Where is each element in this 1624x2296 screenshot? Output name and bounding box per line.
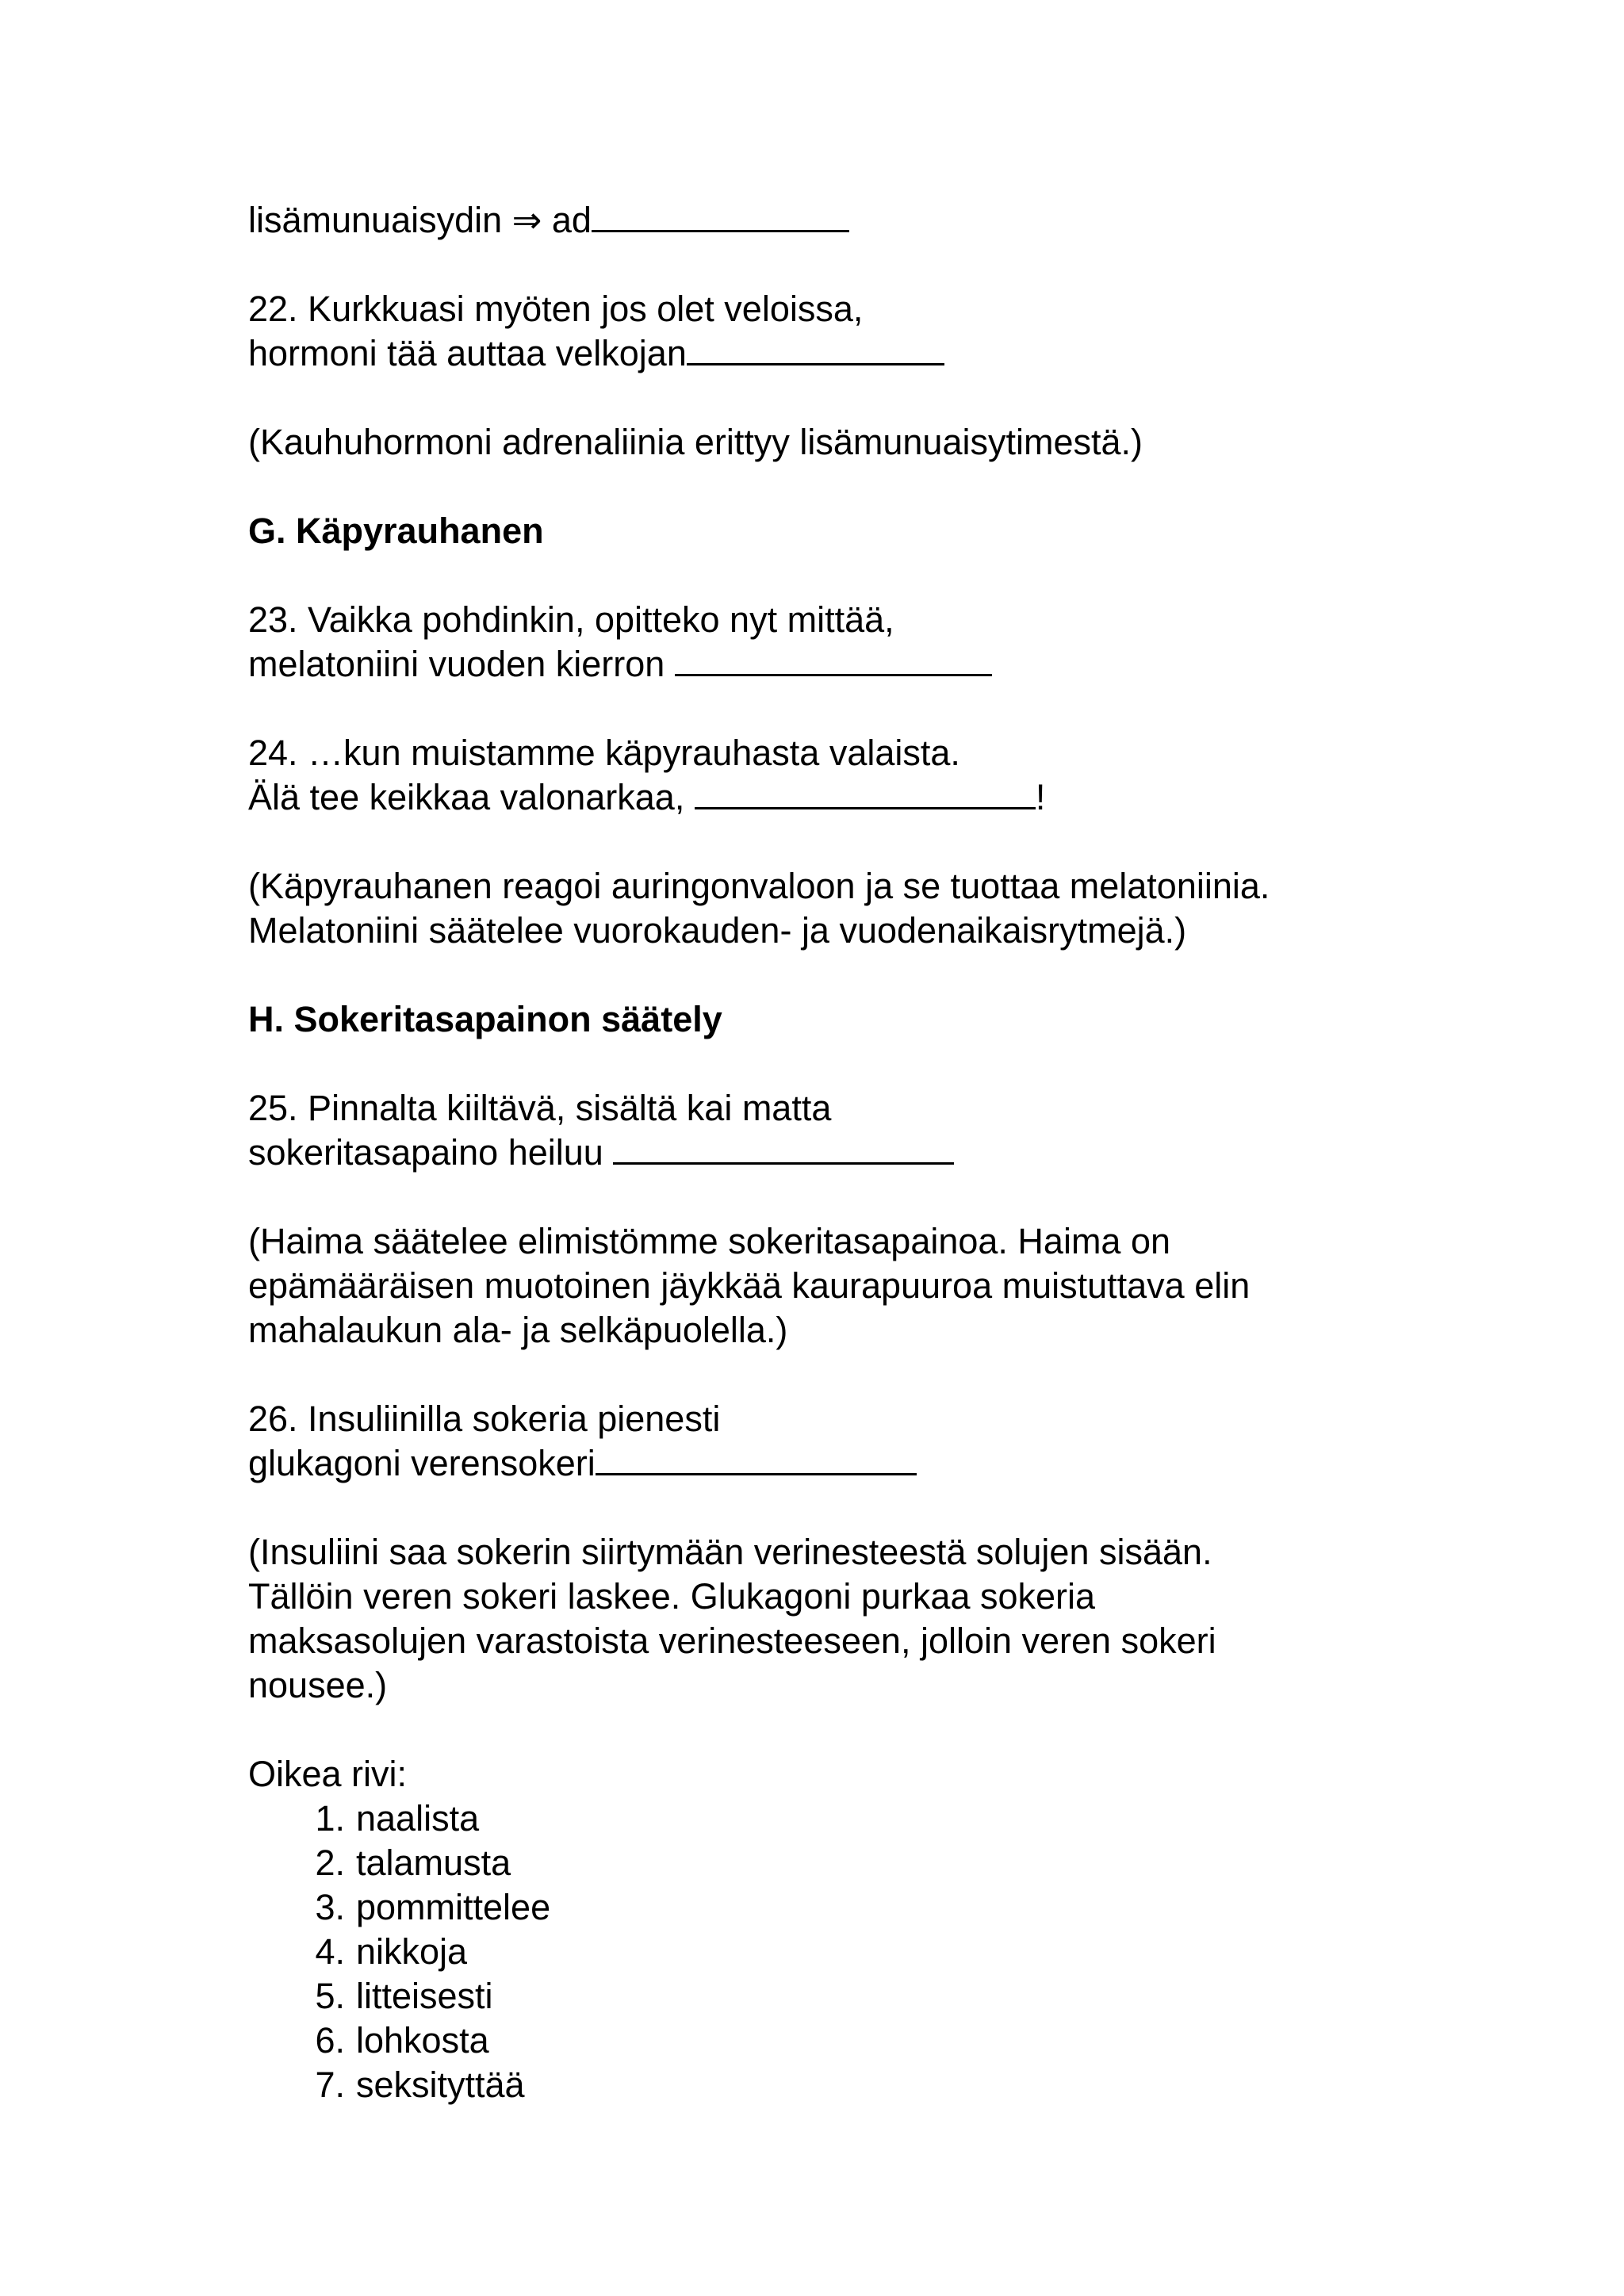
note-adrenaline: (Kauhuhormoni adrenaliinia erittyy lisämunuaisytimestä.) (248, 422, 1143, 462)
note-insulin-4: nousee.) (248, 1665, 388, 1705)
note-pineal-2: Melatoniini säätelee vuorokauden- ja vuodenaikaisrytmejä.) (248, 910, 1187, 951)
note-pineal-1: (Käpyrauhanen reagoi auringonvaloon ja se tuottaa melatoniinia. (248, 866, 1270, 906)
answers-list (248, 1797, 1422, 2107)
document-page (248, 198, 1422, 2107)
list-item: 7. seksityttää (315, 2064, 525, 2105)
question-25-line-1: 25. Pinnalta kiiltävä, sisältä kai matta (248, 1088, 832, 1128)
answers-title: Oikea rivi: (248, 1754, 408, 1794)
exclamation-mark: ! (1035, 777, 1046, 817)
adrenal-medulla-text: lisämunuaisydin ⇒ ad (248, 200, 592, 240)
question-25-line-2 (248, 1131, 1422, 1175)
blank-line (675, 642, 992, 676)
question-22-line-1: 22. Kurkkuasi myöten jos olet veloissa, (248, 289, 864, 329)
question-24-text: Älä tee keikkaa valonarkaa, (248, 777, 695, 817)
question-23-line-2 (248, 642, 1422, 687)
note-insulin-1: (Insuliini saa sokerin siirtymään verinesteestä solujen sisään. (248, 1532, 1212, 1572)
question-25-text: sokeritasapaino heiluu (248, 1132, 614, 1173)
heading-pineal: G. Käpyrauhanen (248, 511, 544, 551)
note-pancreas-3: mahalaukun ala- ja selkäpuolella.) (248, 1310, 788, 1350)
note-insulin-3: maksasolujen varastoista verinesteeseen, jolloin veren sokeri (248, 1621, 1216, 1661)
adrenal-medulla-line (248, 198, 1422, 243)
list-item: 6. lohkosta (315, 2020, 489, 2061)
list-item: 3. pommittelee (315, 1887, 551, 1927)
blank-line (592, 198, 849, 232)
list-item: 2. talamusta (315, 1843, 511, 1883)
list-item: 4. nikkoja (315, 1931, 468, 1972)
note-insulin-2: Tällöin veren sokeri laskee. Glukagoni purkaa sokeria (248, 1576, 1096, 1617)
question-24-line-2 (248, 775, 1422, 820)
note-pancreas-1: (Haima säätelee elimistömme sokeritasapainoa. Haima on (248, 1221, 1171, 1261)
question-24-line-1: 24. …kun muistamme käpyrauhasta valaista. (248, 733, 960, 773)
question-26-line-1: 26. Insuliinilla sokeria pienesti (248, 1399, 721, 1439)
question-26-text: glukagoni verensokeri (248, 1443, 596, 1483)
blank-line (695, 775, 1036, 809)
question-22-text: hormoni tää auttaa velkojan (248, 333, 687, 373)
question-23-line-1: 23. Vaikka pohdinkin, opitteko nyt mittää, (248, 599, 894, 640)
question-26-line-2 (248, 1441, 1422, 1486)
question-23-text: melatoniini vuoden kierron (248, 644, 675, 684)
blank-line (613, 1131, 954, 1165)
note-pancreas-2: epämääräisen muotoinen jäykkää kaurapuuroa muistuttava elin (248, 1265, 1251, 1306)
heading-sugar-balance: H. Sokeritasapainon säätely (248, 999, 722, 1039)
question-22-line-2 (248, 331, 1422, 376)
list-item: 1. naalista (315, 1798, 480, 1839)
blank-line (596, 1441, 917, 1475)
list-item: 5. litteisesti (315, 1976, 493, 2016)
blank-line (687, 331, 944, 365)
